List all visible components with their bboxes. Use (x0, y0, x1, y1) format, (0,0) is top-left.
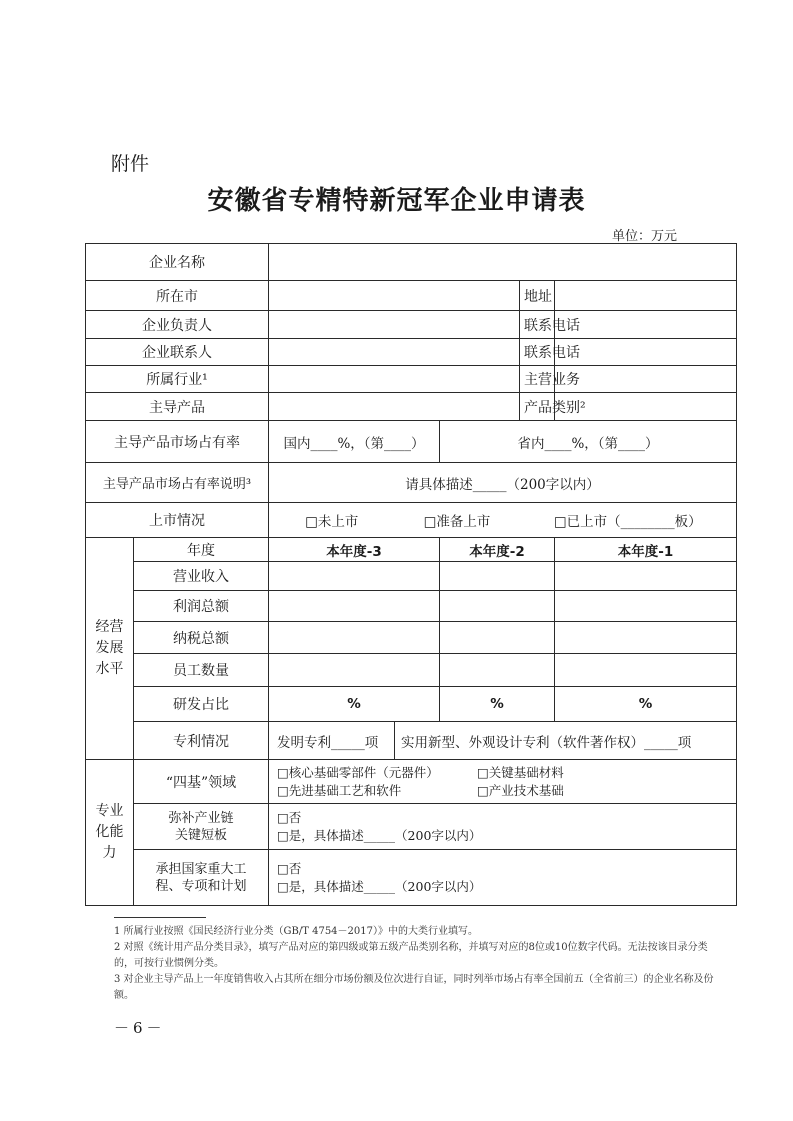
national-project-label (134, 850, 269, 906)
employees-y2[interactable] (440, 654, 555, 687)
year-label: 年度 (134, 538, 269, 562)
footnote-divider (114, 917, 206, 918)
table-row (86, 339, 737, 366)
city-field[interactable] (269, 281, 520, 311)
page-number: －6－ (114, 1019, 166, 1037)
contact-phone-label: 联系电话 (520, 339, 555, 366)
four-basic-option-process[interactable]: □先进基础工艺和软件 (277, 782, 402, 798)
rd-ratio-y2[interactable]: % (440, 687, 555, 722)
tax-label: 纳税总额 (134, 622, 269, 654)
operation-side-text: 经营发展水平 (95, 619, 124, 677)
table-row (86, 850, 737, 906)
table-row (86, 503, 737, 538)
table-row (86, 311, 737, 339)
profit-y3[interactable] (555, 591, 737, 622)
chain-gap-label-line1: 弥补产业链 (168, 810, 234, 826)
domestic-share-field[interactable]: 国内____%，（第____） (269, 421, 440, 463)
four-basic-label: “四基”领域 (134, 760, 269, 804)
table-row (86, 760, 737, 804)
table-row (86, 463, 737, 503)
listing-option-unlisted[interactable]: □未上市 (269, 503, 395, 538)
industry-label: 所属行业¹ (86, 366, 269, 393)
table-row (86, 591, 737, 622)
patent-invention-field[interactable]: 发明专利_____项 (269, 722, 395, 760)
operation-side-label (86, 538, 134, 760)
application-form-table (85, 243, 737, 906)
year-header-2: 本年度-2 (440, 538, 555, 562)
year-header-1: 本年度-3 (269, 538, 440, 562)
table-row (86, 393, 737, 421)
rd-ratio-y3[interactable]: % (555, 687, 737, 722)
address-field[interactable] (555, 281, 737, 311)
table-row (86, 244, 737, 281)
table-row (86, 622, 737, 654)
footnote-2: 2 对照《统计用产品分类目录》，填写产品对应的第四级或第五级产品类别名称，并填写对应的8位或10位数字代码。无法按该目录分类的，可按行业惯例分类。 (114, 942, 708, 969)
main-business-field[interactable] (555, 366, 737, 393)
four-basic-option-components[interactable]: □核心基础零部件（元器件） (277, 764, 439, 780)
table-row (86, 804, 737, 850)
chain-gap-option-yes[interactable]: □是，具体描述_____（200字以内） (277, 827, 482, 843)
specialization-side-text: 专业化能力 (95, 803, 124, 861)
tax-y1[interactable] (269, 622, 440, 654)
revenue-label: 营业收入 (134, 562, 269, 591)
footnote-3: 3 对企业主导产品上一年度销售收入占其所在细分市场份额及位次进行自证，同时列举市场占有率全国前五（全省前三）的企业名称及份额。 (114, 974, 714, 1001)
product-category-label: 产品类别² (520, 393, 555, 421)
table-row (86, 538, 737, 562)
national-project-label-line2: 程、专项和计划 (155, 878, 247, 894)
contact-label: 企业联系人 (86, 339, 269, 366)
market-share-note-field[interactable]: 请具体描述_____（200字以内） (269, 463, 737, 503)
national-project-label-line1: 承担国家重大工 (155, 861, 247, 877)
chain-gap-option-no[interactable]: □否 (277, 809, 302, 825)
tax-y3[interactable] (555, 622, 737, 654)
tax-y2[interactable] (440, 622, 555, 654)
national-project-option-no[interactable]: □否 (277, 860, 302, 876)
revenue-y3[interactable] (555, 562, 737, 591)
year-header-3: 本年度-1 (555, 538, 737, 562)
city-label: 所在市 (86, 281, 269, 311)
company-name-label: 企业名称 (86, 244, 269, 281)
listing-option-listed[interactable]: □已上市（________板） (520, 503, 737, 538)
specialization-side-label (86, 760, 134, 906)
rd-ratio-y1[interactable]: % (269, 687, 440, 722)
rd-ratio-label: 研发占比 (134, 687, 269, 722)
profit-y1[interactable] (269, 591, 440, 622)
profit-label: 利润总额 (134, 591, 269, 622)
footnotes (114, 924, 714, 1004)
chain-gap-label-line2: 关键短板 (174, 827, 227, 843)
province-share-field[interactable]: 省内____%，（第____） (440, 421, 737, 463)
profit-y2[interactable] (440, 591, 555, 622)
main-product-field[interactable] (269, 393, 520, 421)
listing-option-preparing[interactable]: □准备上市 (395, 503, 520, 538)
employees-label: 员工数量 (134, 654, 269, 687)
chain-gap-options (269, 804, 737, 850)
contact-phone-field[interactable] (555, 339, 737, 366)
industry-field[interactable] (269, 366, 520, 393)
national-project-options (269, 850, 737, 906)
table-row (86, 421, 737, 463)
revenue-y2[interactable] (440, 562, 555, 591)
company-name-field[interactable] (269, 244, 737, 281)
national-project-option-yes[interactable]: □是，具体描述_____（200字以内） (277, 878, 482, 894)
contact-field[interactable] (269, 339, 520, 366)
patent-label: 专利情况 (134, 722, 269, 760)
attachment-label: 附件 (111, 153, 150, 175)
table-row (86, 687, 737, 722)
leader-phone-label: 联系电话 (520, 311, 555, 339)
four-basic-option-tech[interactable]: □产业技术基础 (477, 782, 564, 798)
table-row (86, 722, 737, 760)
main-business-label: 主营业务 (520, 366, 555, 393)
four-basic-option-materials[interactable]: □关键基础材料 (477, 764, 564, 780)
main-product-label: 主导产品 (86, 393, 269, 421)
leader-phone-field[interactable] (555, 311, 737, 339)
market-share-note-label: 主导产品市场占有率说明³ (86, 463, 269, 503)
table-row (86, 654, 737, 687)
footnote-1: 1 所属行业按照《国民经济行业分类（GB/T 4754－2017）》中的大类行业填写。 (114, 926, 478, 937)
four-basic-options (269, 760, 737, 804)
market-share-label: 主导产品市场占有率 (86, 421, 269, 463)
listing-label: 上市情况 (86, 503, 269, 538)
employees-y3[interactable] (555, 654, 737, 687)
table-row (86, 366, 737, 393)
address-label: 地址 (520, 281, 555, 311)
revenue-y1[interactable] (269, 562, 440, 591)
table-row (86, 562, 737, 591)
patent-other-field[interactable]: 实用新型、外观设计专利（软件著作权）_____项 (395, 722, 737, 760)
table-row (86, 281, 737, 311)
employees-y1[interactable] (269, 654, 440, 687)
unit-label: 单位：万元 (612, 229, 678, 244)
chain-gap-label (134, 804, 269, 850)
leader-label: 企业负责人 (86, 311, 269, 339)
leader-field[interactable] (269, 311, 520, 339)
form-title: 安徽省专精特新冠军企业申请表 (207, 186, 586, 216)
